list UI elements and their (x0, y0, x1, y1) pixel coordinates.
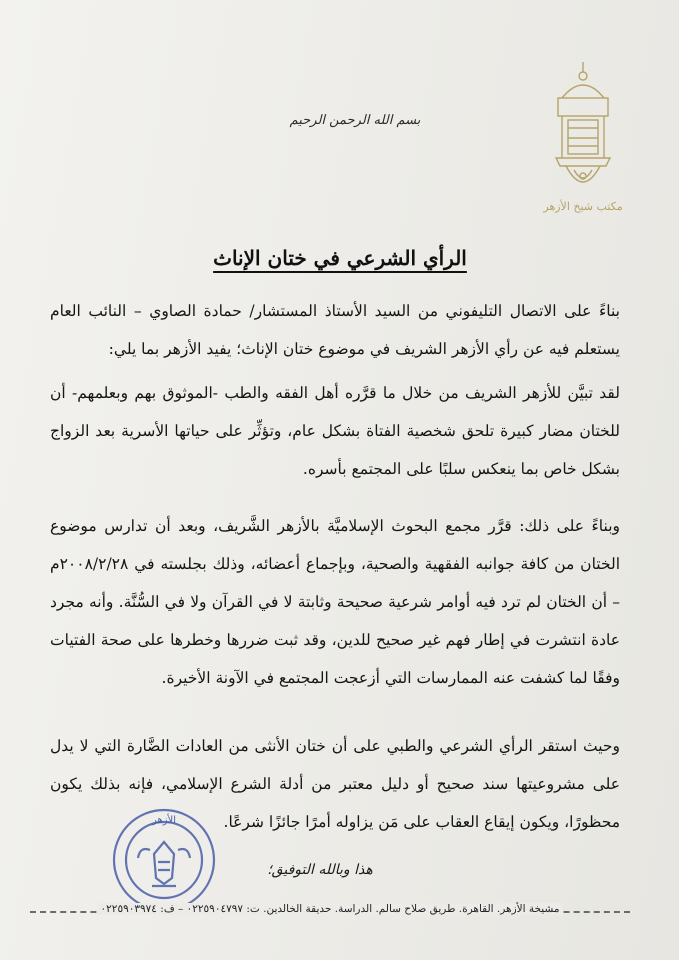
basmala: بسم الله الرحمن الرحيم (289, 113, 421, 128)
stamp-text: الأزهر (151, 815, 177, 826)
footer-address (30, 903, 630, 915)
paragraph-4: وحيث استقر الرأي الشرعي والطبي على أن ختان الأنثى من العادات الضَّارة التي لا يدل على مشروعيتها سند صحيح أو دليل معتبر من أدلة الشرع الإسلامي، فإنه بذلك يكون محظورًا، ويكون إيقاع العقاب على مَن يزاوله أمرًا جائزًا شرعًا. (50, 737, 620, 831)
document-title: الرأي الشرعي في ختان الإناث (213, 246, 467, 270)
azhar-seal-logo (548, 58, 618, 208)
seal-caption: مكتب شيخ الأزهر (543, 200, 623, 213)
official-stamp (110, 806, 218, 914)
closing-line: هذا وبالله التوفيق؛ (267, 862, 373, 878)
paragraph-1: بناءً على الاتصال التليفوني من السيد الأستاذ المستشار/ حمادة الصاوي – النائب العام يستعلم فيه عن رأي الأزهر الشريف في موضوع ختان الإناث؛ يفيد الأزهر بما يلي: (50, 302, 620, 358)
paragraph-3: وبناءً على ذلك: قرَّر مجمع البحوث الإسلاميَّة بالأزهر الشَّريف، وبعد أن تدارس موضوع الختان من كافة جوانبه الفقهية والصحية، وبإجماع أعضائه، وذلك بجلسته في ٢٠٠٨/٢/٢٨م – أن الختان لم ترد فيه أوامر شرعية صحيحة وثابتة لا في القرآن ولا في السُّنَّة. وأنه مجرد عادة انتشرت في إطار فهم غير صحيح للدين، وقد ثبت ضررها وخطرها على صحة الفتيات وفقًا لما كشفت عنه الممارسات التي أزعجت المجتمع في الآونة الأخيرة. (50, 517, 620, 687)
footer-address-text: مشيخة الأزهر. القاهرة. طريق صلاح سالم. الدراسة. حديقة الخالدين. ت: ٠٢٢٥٩٠٤٧٩٧ – ف: ٠٢٢٥٩٠٣٩٧٤ (97, 903, 564, 915)
paragraph-2: لقد تبيَّن للأزهر الشريف من خلال ما قرَّره أهل الفقه والطب -الموثوق بهم وبعلمهم- أن للختان مضار كبيرة تلحق شخصية الفتاة بشكل عام، وتؤثِّر على حياتها الأسرية بعد الزواج بشكل خاص بما ينعكس سلبًا على المجتمع بأسره. (50, 384, 620, 478)
